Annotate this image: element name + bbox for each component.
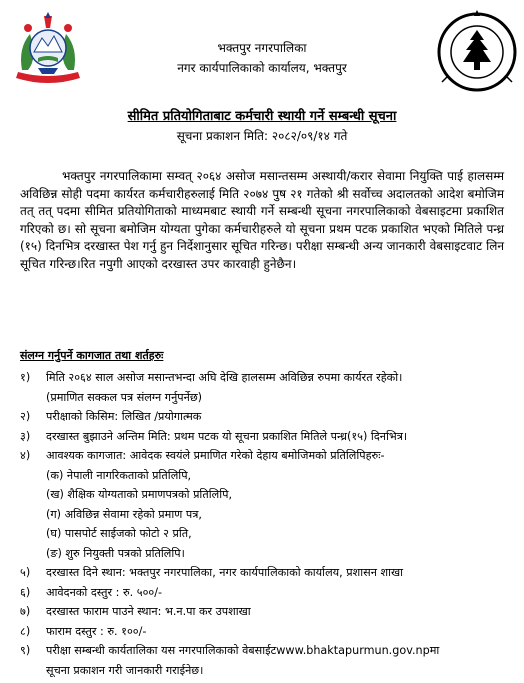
list-item: १) मिति २०६४ साल असोज मसान्तभन्दा अघि देखि हालसम्म अविछिन्न रुपमा कार्यरत रहेको। bbox=[20, 371, 403, 384]
notice-title: सीमित प्रतियोगिताबाट कर्मचारी स्थायी गर्ने सम्बन्धी सूचना bbox=[127, 109, 397, 124]
notice-body: भक्तपुर नगरपालिकामा सम्वत् २०६४ असोज मसान्तसम्म अस्थायी/करार सेवामा नियुक्ति पाई हालसम्म अविछिन्न सोही पदमा कार्यरत कर्मचारीहरुलाई मिति २०७४ पुष २१ गतेको श्री सर्वोच्च अदालतको आदेश बमोजिम तत् तत् पदमा सीमित प्रतियोगिताको माध्यमबाट स्थायी गर्ने सम्बन्धी सूचना नगरपालिकाको वेबसाइटमा प्रकाशित गरिएको छ। सो सूचना बमोजिम योग्यता पुगेका कर्मचारीहरुले यो सूचना प्रथम पटक प्रकाशित भएको मितिले पन्ध्र (१५) दिनभित्र दरखास्त पेश गर्नु हुन निर्देशानुसार सूचित गरिन्छ। परीक्षा सम्बन्धी अन्य जानकारी वेबसाइटवाट लिन सूचित गरिन्छ।रित नपुगी आएको दरखास्त उपर कारवाही हुनेछैन। bbox=[20, 169, 504, 271]
list-item: ३) दरखास्त बुझाउने अन्तिम मिति: प्रथम पटक यो सूचना प्रकाशित मितिले पन्ध्र(१५) दिनभित्र। bbox=[20, 429, 408, 443]
list-item: (क) नेपाली नागरिकताको प्रतिलिपि, bbox=[46, 468, 192, 482]
list-item: ७) दरखास्त फाराम पाउने स्थान: भ.न.पा कर उपशाखा bbox=[20, 605, 251, 618]
list-item: सूचना प्रकाशन गरी जानकारी गराईनेछ। bbox=[46, 663, 204, 677]
list-item: ९) परीक्षा सम्बन्धी कार्यतालिका यस नगरपालिकाको वेबसाईटwww.bhaktapurmun.gov.npमा bbox=[20, 644, 440, 657]
publish-date: सूचना प्रकाशन मिति: २०८२/०९/१४ गते bbox=[176, 129, 348, 143]
list-item: (ग) अविछिन्न सेवामा रहेको प्रमाण पत्र, bbox=[46, 507, 202, 521]
list-item: ५) दरखास्त दिने स्थान: भक्तपुर नगरपालिका, नगर कार्यपालिकाको कार्यालय, प्रशासन शाखा bbox=[20, 566, 404, 579]
list-item: २) परीक्षाको किसिम: लिखित /प्रयोगात्मक bbox=[20, 410, 202, 423]
list-item: ८) फाराम दस्तुर : रु. १००/- bbox=[20, 624, 147, 638]
list-item: ४) आवश्यक कागजात: आवेदक स्वयंले प्रमाणित गरेको देहाय बमोजिमको प्रतिलिपिहरुः- bbox=[20, 449, 385, 462]
list-item: (ङ) शुरु नियुक्ती पत्रको प्रतिलिपि। bbox=[46, 546, 185, 560]
list-item: ६) आवेदनको दस्तुर : रु. ५००/- bbox=[20, 585, 163, 599]
attachments-list bbox=[20, 368, 514, 680]
list-item: (घ) पासपोर्ट साईजको फोटो २ प्रति, bbox=[46, 527, 192, 540]
list-item: (ख) शैक्षिक योग्यताको प्रमाणपत्रको प्रतिलिपि, bbox=[46, 488, 233, 501]
municipality-name: भक्तपुर नगरपालिका bbox=[217, 41, 307, 55]
attachments-heading: संलग्न गर्नुपर्ने कागजात तथा शर्तहरुः bbox=[20, 349, 164, 362]
office-name: नगर कार्यपालिकाको कार्यालय, भक्तपुर bbox=[177, 61, 347, 75]
list-item: (प्रमाणित सक्कल पत्र संलग्न गर्नुपर्नेछ) bbox=[46, 390, 203, 404]
